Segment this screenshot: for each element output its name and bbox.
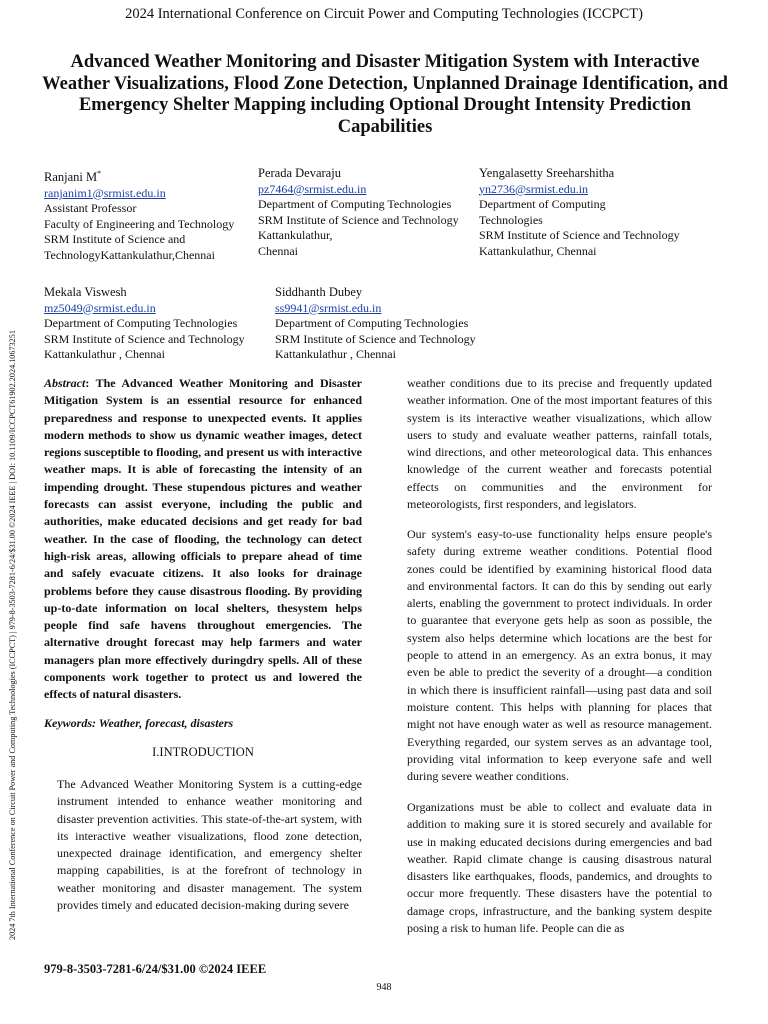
author-affiliation-line: SRM Institute of Science and [44,232,186,247]
right-paragraph-2 [407,526,712,785]
abstract [44,375,362,704]
abstract-text: : The Advanced Weather Monitoring and Disaster Mitigation System is an essential resource for enhanced preparedness and response to unexpected events. It applies modern methods to show us dynamic weather images, detect regions susceptible to flooding, and present us with interactive weather maps. It is able of forecasting the intensity of an impending drought. These stupendous pictures and weather forecasts can assist everyone, including the public and authorities, make educated decisions and get ready for bad weather. In the case of flooding, the technology can detect high-risk areas, allowing officials to prepare ahead of time and safely evacuate citizens. It also looks for drainage problems before they cause disastrous flooding. By providing up-to-date information on local shelters, thesystem helps people find safe havens throughout emergencies. The alternative drought forecast may help farmers and water managers plan more effectively duringdry spells. All of these components work together to protect us and lowered the effects of natural disasters. [44,376,362,702]
author-affiliation-line: Chennai [258,243,298,258]
intro-text: The Advanced Weather Monitoring System is a cutting-edge instrument intended to enhance weather monitoring and disaster prevention activities. This state-of-the-art system, with its interactive weather visualizations, flood zone detection, unexpected drainage identification, and emergency shelter mapping capabilities, is at the forefront of technology in weather monitoring and disaster management. The system provides timely and educated decision-making during severe [57,777,362,913]
author-affiliation-line: Assistant Professor [44,201,137,216]
paragraph-text: Our system's easy-to-use functionality helps ensure people's safety during extreme weather conditions. Potential flood zones could be identified by examining historical flood data and environmental factors. It can do this by sending out early alerts, enabling the government to protect individuals. In order to guarantee that everyone gets help as soon as possible, the system also helps determine which locations are the best for people to attend in an emergency. As an extra bonus, it may even be able to predict the severity of a drought—a condition in which there is insufficient rainfall—using past data and soil moisture content. This helps with planning for places that might not have enough water as well as resource management. Everything regarded, our system serves as an advantage tool, providing vital information to keep everyone safe and well during severe weather conditions. [407,527,712,784]
author-block-3 [479,166,719,259]
author-affiliation-line: Kattankulathur , Chennai [275,347,396,361]
author-block-5 [275,285,505,363]
paragraph-text: Organizations must be able to collect and evaluate data in addition to making sure it is stored securely and available for use in making educated decisions during emergencies and bad weather. Rapid climate change is causing disastrous natural disasters like earthquakes, floods, pandemics, and droughts to occur more frequently. These disasters have the potential to damage crops, infrastructure, and the banking system despite posing a risk to human life. People can die as [407,800,712,936]
footer-isbn: 979-8-3503-7281-6/24/$31.00 ©2024 IEEE [44,962,267,976]
author-name: Mekala Viswesh [44,285,127,299]
side-doi-text: 2024 7th International Conference on Circuit Power and Computing Technologies (ICCPCT) | 979-8-3503-7281-6/24/$31.00 ©2024 IEEE | DOI: 10.1109/ICCPCT61902.2024.10673251 [8,330,17,940]
abstract-label: Abstract [44,376,86,390]
right-paragraph-3 [407,799,712,937]
author-name: Ranjani M [44,170,98,185]
author-affiliation-line: SRM Institute of Science and Technology [275,331,476,346]
author-affiliation-line: Department of Computing Technologies [275,316,469,330]
paper-title: Advanced Weather Monitoring and Disaster Mitigation System with Interactive Weather Visualizations, Flood Zone Detection, Unplanned Drainage Identification, and Emergency Shelter Mapping including Optional Drought Intensity Prediction Capabilities [42,52,728,137]
author-name: Siddhanth Dubey [275,285,363,299]
author-name: Perada Devaraju [258,166,341,180]
author-affiliation-line: SRM Institute of Science and Technology [258,212,459,227]
author-affiliation-line: Department of Computing Technologies [258,197,452,211]
author-affiliation-line: SRM Institute of Science and Technology [44,331,245,346]
author-affiliation-line: Department of Computing Technologies [44,316,238,330]
right-paragraph-1 [407,375,712,513]
page-number: 948 [376,982,392,993]
section-heading-introduction: I.INTRODUCTION [152,745,254,759]
keywords: Keywords: Weather, forecast, disasters [44,716,234,730]
author-block-2 [258,166,480,259]
author-email-link[interactable]: ranjanim1@srmist.edu.in [44,185,166,200]
author-email-link[interactable]: pz7464@srmist.edu.in [258,181,367,196]
author-affiliation-line: Department of Computing [479,197,606,211]
author-affiliation-line: Kattankulathur, [258,228,333,242]
paragraph-text: weather conditions due to its precise and frequently updated weather information. One of the most important features of this system is its interactive weather visualizations, which allow users to study and evaluate weather patterns, rainfall totals, wind directions, and other meteorological data. This enhances knowledge of the current weather and forecasts potential effects on communities and the environment for meteorologists, first responders, and legislators. [407,376,712,512]
conference-header: 2024 International Conference on Circuit Power and Computing Technologies (ICCPCT) [125,6,643,22]
author-affiliation-line: TechnologyKattankulathur,Chennai [44,247,215,262]
author-name: Yengalasetty Sreeharshitha [479,166,615,180]
author-affiliation-line: Faculty of Engineering and Technology [44,216,235,231]
author-affiliation-line: SRM Institute of Science and Technology [479,228,680,242]
author-affiliation-line: Kattankulathur , Chennai [44,347,165,361]
author-block-4 [44,285,269,363]
author-email-link[interactable]: ss9941@srmist.edu.in [275,300,382,315]
author-email-link[interactable]: yn2736@srmist.edu.in [479,181,589,196]
intro-paragraph [57,776,362,914]
author-email-link[interactable]: mz5049@srmist.edu.in [44,300,156,315]
author-affiliation-line: Kattankulathur, Chennai [479,243,597,258]
author-block-1 [44,166,259,263]
author-mark: * [97,169,102,178]
author-affiliation-line: Technologies [479,212,543,227]
